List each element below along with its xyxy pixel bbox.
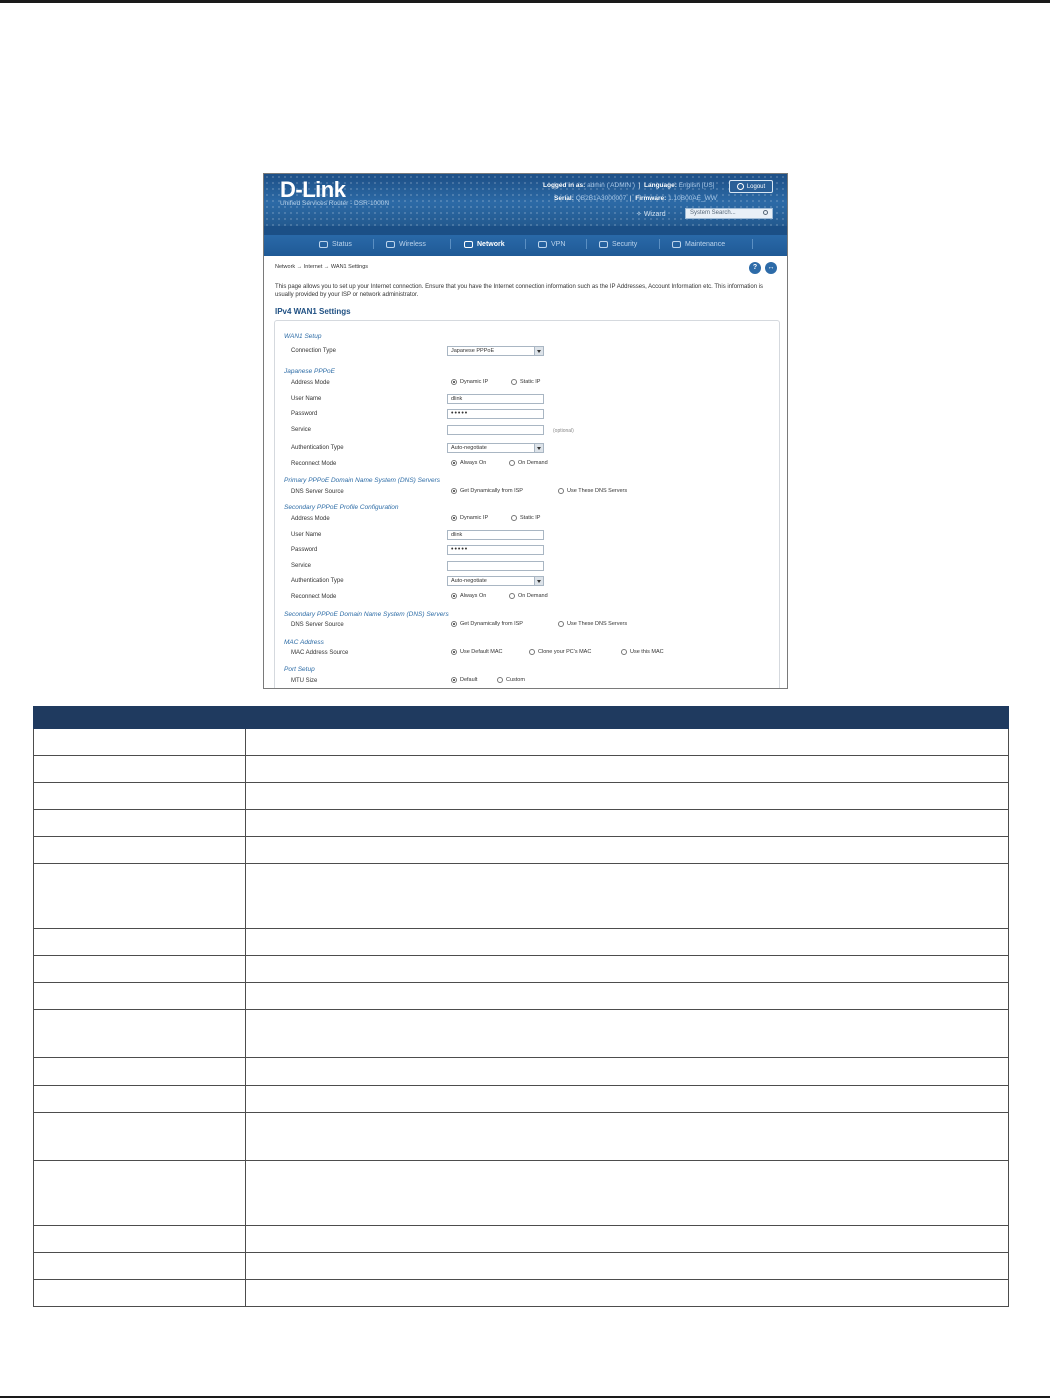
table-row — [34, 810, 1009, 837]
main-nav — [264, 226, 787, 256]
secondary-user-name-input[interactable]: dlink — [447, 530, 544, 540]
group-wan-setup: WAN1 Setup — [284, 333, 322, 340]
power-icon — [737, 183, 744, 190]
table-header-cell — [246, 707, 1009, 729]
service-input[interactable] — [447, 425, 544, 435]
mac-source-label: MAC Address Source — [291, 650, 349, 656]
bottom-rule — [0, 1396, 1050, 1398]
chevron-down-icon — [534, 577, 543, 585]
cloud-icon — [538, 241, 547, 248]
secondary-password-input[interactable]: ••••• — [447, 545, 544, 555]
mtu-default-radio[interactable]: Default — [451, 677, 477, 683]
secondary-password-label: Password — [291, 547, 318, 553]
nav-maintenance[interactable]: Maintenance — [672, 237, 725, 251]
secondary-on-demand-radio[interactable]: On Demand — [509, 593, 548, 599]
group-port-setup: Port Setup — [284, 666, 315, 673]
wizard-link[interactable]: ✧ Wizard — [636, 211, 666, 218]
system-search-input[interactable]: System Search... — [685, 208, 773, 219]
connection-type-label: Connection Type — [291, 348, 336, 354]
table-row — [34, 783, 1009, 810]
gauge-icon — [319, 241, 328, 248]
mac-this-radio[interactable]: Use this MAC — [621, 649, 664, 655]
logout-button[interactable]: Logout — [729, 180, 773, 193]
table-row — [34, 1280, 1009, 1307]
nav-network[interactable]: Network — [464, 237, 505, 251]
table-row — [34, 1161, 1009, 1226]
gears-icon — [672, 241, 681, 248]
secondary-dns-from-isp-radio[interactable]: Get Dynamically from ISP — [451, 621, 523, 627]
connection-type-select[interactable]: Japanese PPPoE — [447, 346, 544, 356]
group-secondary-profile: Secondary PPPoE Profile Configuration — [284, 504, 399, 511]
password-input[interactable]: ••••• — [447, 409, 544, 419]
secondary-user-name-label: User Name — [291, 532, 322, 538]
table-row — [34, 956, 1009, 983]
secondary-always-on-radio[interactable]: Always On — [451, 593, 486, 599]
auth-type-select[interactable]: Auto-negotiate — [447, 443, 544, 453]
secondary-dns-source-label: DNS Server Source — [291, 622, 344, 628]
optional-hint: (optional) — [553, 428, 574, 434]
table-row — [34, 929, 1009, 956]
help-icon[interactable]: ? — [749, 262, 761, 274]
table-row — [34, 864, 1009, 929]
dns-use-these-radio[interactable]: Use These DNS Servers — [558, 488, 627, 494]
address-mode-dynamic-radio[interactable]: Dynamic IP — [451, 379, 488, 385]
wan-settings-panel — [274, 320, 780, 689]
table-header-row — [34, 707, 1009, 729]
table-row — [34, 1086, 1009, 1113]
lock-icon — [599, 241, 608, 248]
secondary-address-dynamic-radio[interactable]: Dynamic IP — [451, 515, 488, 521]
password-label: Password — [291, 411, 318, 417]
table-header-cell — [34, 707, 246, 729]
section-title: IPv4 WAN1 Settings — [275, 307, 351, 316]
dns-from-isp-radio[interactable]: Get Dynamically from ISP — [451, 488, 523, 494]
top-rule — [0, 0, 1050, 3]
group-japanese-pppoe: Japanese PPPoE — [284, 368, 335, 375]
wifi-icon — [386, 241, 395, 248]
address-mode-static-radio[interactable]: Static IP — [511, 379, 540, 385]
table-row — [34, 1226, 1009, 1253]
breadcrumb: Network → Internet → WAN1 Settings — [275, 264, 369, 270]
group-secondary-dns: Secondary PPPoE Domain Name System (DNS) Servers — [284, 611, 449, 618]
secondary-reconnect-label: Reconnect Mode — [291, 594, 337, 600]
dns-source-label: DNS Server Source — [291, 489, 344, 495]
secondary-service-input[interactable] — [447, 561, 544, 571]
secondary-dns-use-these-radio[interactable]: Use These DNS Servers — [558, 621, 627, 627]
secondary-address-mode-label: Address Mode — [291, 516, 330, 522]
service-label: Service — [291, 427, 312, 433]
table-row — [34, 1253, 1009, 1280]
logged-in-info: Logged in as: admin ( ADMIN ) | Language: English [US] — [543, 182, 715, 189]
product-name: Unified Services Router - DSR-1000N — [280, 200, 390, 207]
secondary-auth-type-select[interactable]: Auto-negotiate — [447, 576, 544, 586]
page-intro: This page allows you to set up your Internet connection. Ensure that you have the Internet connection information such as the IP Addresses, Account Information etc. This information is usually provided by your ISP or network administrator. — [275, 284, 764, 298]
search-icon — [763, 210, 768, 215]
expand-icon[interactable]: ↔ — [765, 262, 777, 274]
nav-vpn[interactable]: VPN — [538, 237, 565, 251]
group-mac-address: MAC Address — [284, 639, 324, 646]
network-icon — [464, 241, 473, 248]
nav-status[interactable]: Status — [319, 237, 352, 251]
mtu-size-label: MTU Size — [291, 678, 318, 684]
secondary-auth-type-label: Authentication Type — [291, 578, 344, 584]
user-name-label: User Name — [291, 396, 322, 402]
wand-icon: ✧ — [636, 211, 642, 218]
language-link[interactable]: English [US] — [678, 182, 715, 189]
mac-default-radio[interactable]: Use Default MAC — [451, 649, 503, 655]
table-row — [34, 1113, 1009, 1161]
mac-clone-radio[interactable]: Clone your PC's MAC — [529, 649, 591, 655]
table-row — [34, 1058, 1009, 1086]
reconnect-on-demand-radio[interactable]: On Demand — [509, 460, 548, 466]
settings-description-table — [33, 706, 1009, 1307]
mtu-custom-radio[interactable]: Custom — [497, 677, 525, 683]
reconnect-always-on-radio[interactable]: Always On — [451, 460, 486, 466]
device-info: Serial: QB2B1A3000007 | Firmware: 1.10B00AE_WW — [554, 195, 717, 202]
address-mode-label: Address Mode — [291, 380, 330, 386]
secondary-service-label: Service — [291, 563, 312, 569]
auth-type-label: Authentication Type — [291, 445, 344, 451]
user-name-input[interactable]: dlink — [447, 394, 544, 404]
group-primary-dns: Primary PPPoE Domain Name System (DNS) Servers — [284, 477, 441, 484]
secondary-address-static-radio[interactable]: Static IP — [511, 515, 540, 521]
reconnect-mode-label: Reconnect Mode — [291, 461, 337, 467]
router-screenshot — [263, 173, 788, 689]
router-header — [264, 174, 787, 226]
table-row — [34, 756, 1009, 783]
table-row — [34, 729, 1009, 756]
nav-wireless[interactable]: Wireless — [386, 237, 426, 251]
table-row — [34, 1010, 1009, 1058]
chevron-down-icon — [534, 444, 543, 452]
table-row — [34, 837, 1009, 864]
dlink-logo: D-Link — [280, 177, 346, 202]
table-row — [34, 983, 1009, 1010]
nav-security[interactable]: Security — [599, 237, 637, 251]
chevron-down-icon — [534, 347, 543, 355]
